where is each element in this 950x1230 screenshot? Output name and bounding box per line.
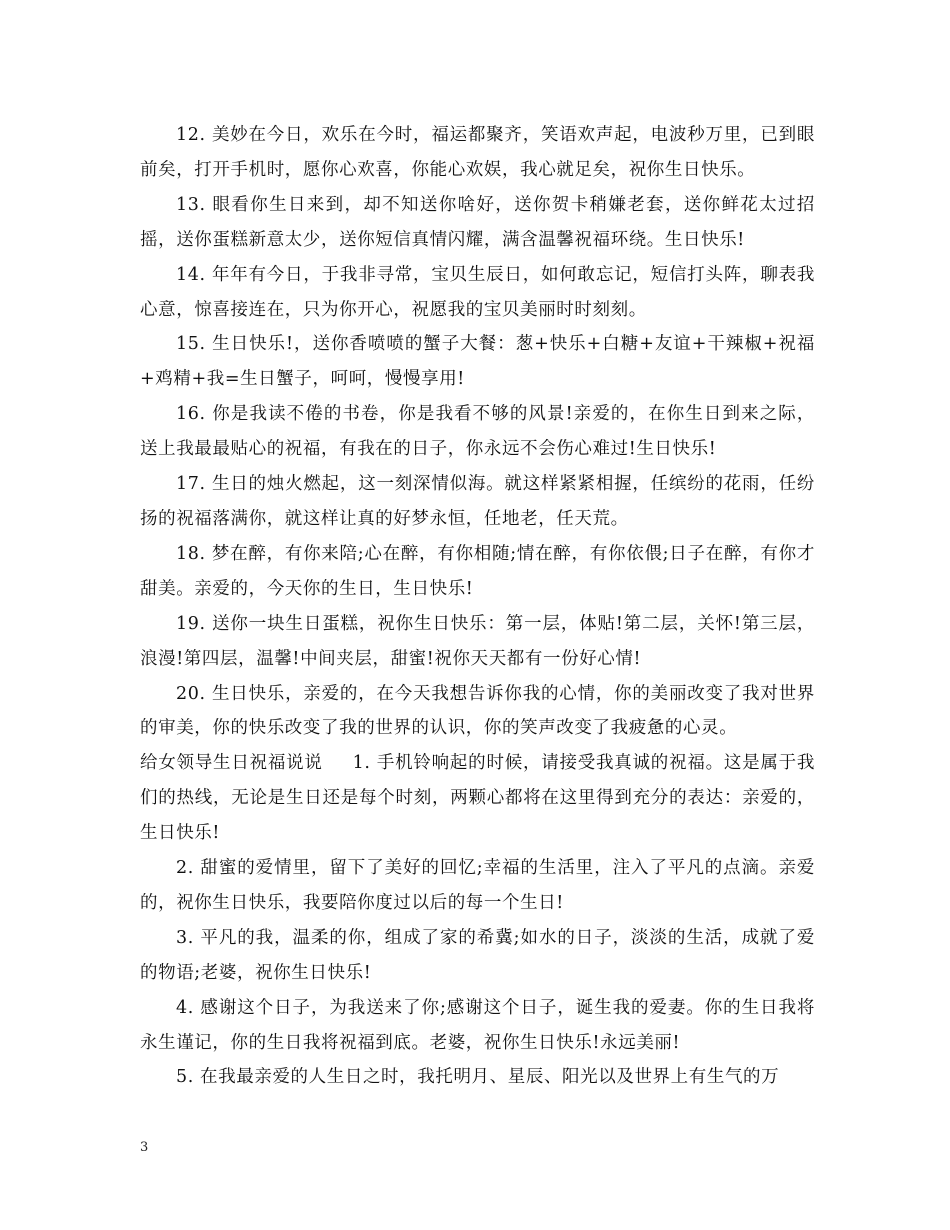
paragraph-12: 12. 美妙在今日，欢乐在今时，福运都聚齐，笑语欢声起，电波秒万里，已到眼前矣，打开手机时，愿你心欢喜，你能心欢娱，我心就足矣，祝你生日快乐。 xyxy=(140,125,815,180)
section-paragraph-1-text: 1. 手机铃响起的时候，请接受我真诚的祝福。这是属于我们的热线，无论是生日还是每个时刻，两颗心都将在这里得到充分的表达：亲爱的，生日快乐! xyxy=(140,753,816,844)
section-paragraph-5: 5. 在我最亲爱的人生日之时，我托明月、星辰、阳光以及世界上有生气的万 xyxy=(176,1067,780,1088)
paragraph-18: 18. 梦在醉，有你来陪;心在醉，有你相随;情在醉，有你依偎;日子在醉，有你才甜美。亲爱的，今天你的生日，生日快乐! xyxy=(140,543,815,599)
paragraph-20: 20. 生日快乐，亲爱的，在今天我想告诉你我的心情，你的美丽改变了我对世界的审美，你的快乐改变了我的世界的认识，你的笑声改变了我疲惫的心灵。 xyxy=(140,683,815,739)
section-paragraph-1 xyxy=(140,746,815,851)
paragraph-17: 17. 生日的烛火燃起，这一刻深情似海。就这样紧紧相握，任缤纷的花雨，任纷扬的祝福落满你，就这样让真的好梦永恒，任地老，任天荒。 xyxy=(140,474,815,529)
section-paragraph-2: 2. 甜蜜的爱情里，留下了美好的回忆;幸福的生活里，注入了平凡的点滴。亲爱的，祝你生日快乐，我要陪你度过以后的每一个生日! xyxy=(140,858,815,913)
section-paragraph-3: 3. 平凡的我，温柔的你，组成了家的希冀;如水的日子，淡淡的生活，成就了爱的物语;老婆，祝你生日快乐! xyxy=(140,927,815,983)
paragraph-14: 14. 年年有今日，于我非寻常，宝贝生辰日，如何敢忘记，短信打头阵，聊表我心意，惊喜接连在，只为你开心，祝愿我的宝贝美丽时时刻刻。 xyxy=(140,264,815,320)
paragraph-13: 13. 眼看你生日来到，却不知送你啥好，送你贺卡稍嫌老套，送你鲜花太过招摇，送你蛋糕新意太少，送你短信真情闪耀，满含温馨祝福环绕。生日快乐! xyxy=(140,194,815,250)
document-body xyxy=(140,118,815,1095)
paragraph-19: 19. 送你一块生日蛋糕，祝你生日快乐：第一层，体贴!第二层，关怀!第三层，浪漫!第四层，温馨!中间夹层，甜蜜!祝你天天都有一份好心情! xyxy=(140,613,815,669)
paragraph-15: 15. 生日快乐!，送你香喷喷的蟹子大餐：葱+快乐+白糖+友谊+干辣椒+祝福+鸡精+我=生日蟹子，呵呵，慢慢享用! xyxy=(140,334,815,390)
section-paragraph-4: 4. 感谢这个日子，为我送来了你;感谢这个日子，诞生我的爱妻。你的生日我将永生谨记，你的生日我将祝福到底。老婆，祝你生日快乐!永远美丽! xyxy=(140,997,815,1053)
page-number: 3 xyxy=(140,1140,149,1155)
section-heading: 给女领导生日祝福说说 xyxy=(140,753,323,774)
paragraph-16: 16. 你是我读不倦的书卷，你是我看不够的风景!亲爱的，在你生日到来之际，送上我最最贴心的祝福，有我在的日子，你永远不会伤心难过!生日快乐! xyxy=(140,404,815,460)
